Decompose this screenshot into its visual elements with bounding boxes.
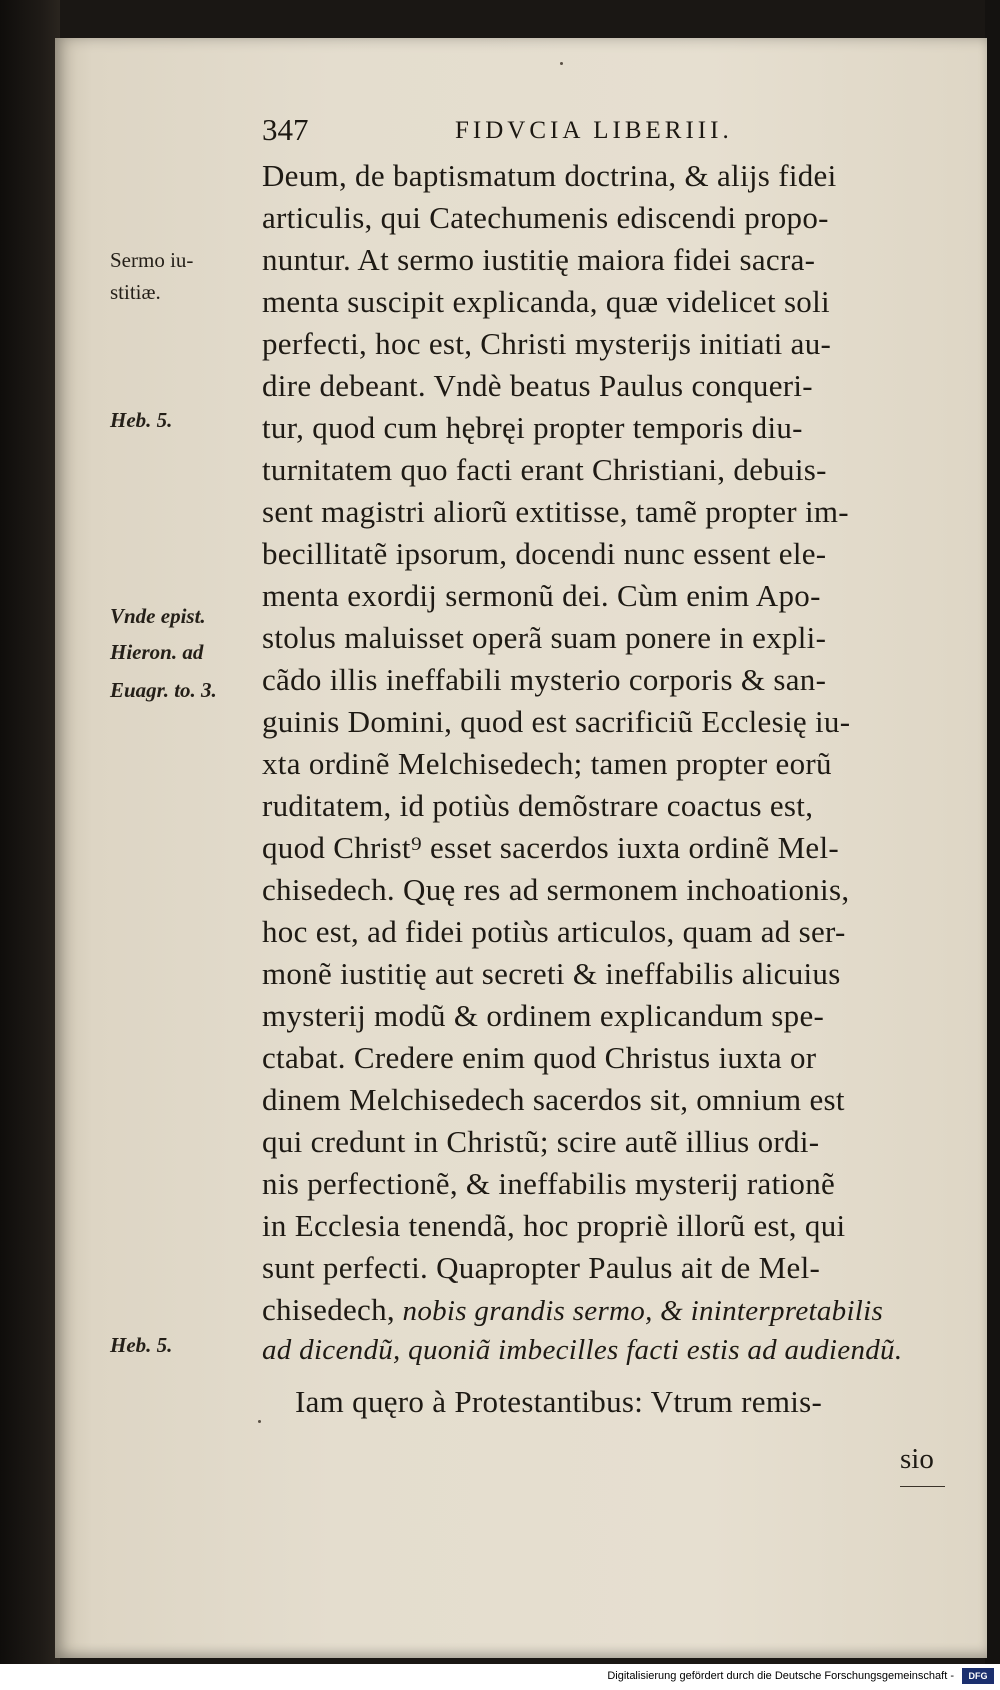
catchword-rule xyxy=(900,1486,945,1487)
text-line-with-quote xyxy=(262,1292,883,1334)
text-line: stolus maluisset operã suam ponere in expli- xyxy=(262,620,827,655)
text-line: dinem Melchisedech sacerdos sit, omnium est xyxy=(262,1082,845,1117)
text-line: menta suscipit explicanda, quæ videlicet soli xyxy=(262,284,830,319)
text-line: articulis, qui Catechumenis ediscendi propo- xyxy=(262,200,829,235)
italic-quote-line: ad dicendũ, quoniã imbecilles facti estis ad audiendũ. xyxy=(262,1334,903,1366)
text-line: nis perfectionẽ, & ineffabilis mysterij rationẽ xyxy=(262,1166,836,1201)
text-line: sent magistri aliorũ extitisse, tamẽ propter im- xyxy=(262,494,849,529)
text-line: cãdo illis ineffabili mysterio corporis & san- xyxy=(262,662,827,697)
right-scan-border xyxy=(985,0,1000,1690)
text-line: sunt perfecti. Quapropter Paulus ait de Mel- xyxy=(262,1250,821,1285)
text-line: quod Christ⁹ esset sacerdos iuxta ordinẽ Mel- xyxy=(262,830,840,865)
margin-note-heb: Heb. 5. xyxy=(110,408,173,432)
text-line: ruditatem, id potiùs demõstrare coactus est, xyxy=(262,788,814,823)
text-line: perfecti, hoc est, Christi mysterijs initiati au- xyxy=(262,326,832,361)
margin-note-sermo-cont: stitiæ. xyxy=(110,280,161,304)
left-scan-border xyxy=(0,0,60,1690)
margin-note-euagr: Euagr. to. 3. xyxy=(110,678,217,702)
text-line: chisedech. Quę res ad sermonem inchoationis, xyxy=(262,872,850,907)
paper-speck xyxy=(560,62,563,65)
dfg-logo: DFG xyxy=(962,1668,994,1684)
margin-note-hieron: Hieron. ad xyxy=(110,640,204,664)
text-line: monẽ iustitię aut secreti & ineffabilis alicuius xyxy=(262,956,841,991)
text-line: in Ecclesia tenendã, hoc propriè illorũ est, qui xyxy=(262,1208,846,1243)
digitization-credit: Digitalisierung gefördert durch die Deutsche Forschungsgemeinschaft - xyxy=(607,1670,954,1682)
margin-note-heb-2: Heb. 5. xyxy=(110,1333,173,1357)
text-line: hoc est, ad fidei potiùs articulos, quam ad ser- xyxy=(262,914,846,949)
text-line: qui credunt in Christũ; scire autẽ illius ordi- xyxy=(262,1124,820,1159)
text-line: xta ordinẽ Melchisedech; tamen propter eorũ xyxy=(262,746,832,781)
text-line: guinis Domini, quod est sacrificiũ Ecclesię iu- xyxy=(262,704,851,739)
page-number: 347 xyxy=(262,112,309,147)
text-line: dire debeant. Vndè beatus Paulus conqueri- xyxy=(262,368,813,403)
catchword: sio xyxy=(900,1443,934,1475)
italic-quote-start: nobis grandis sermo, & ininterpretabilis xyxy=(394,1295,884,1327)
text-line: menta exordij sermonũ dei. Cùm enim Apo- xyxy=(262,578,821,613)
new-paragraph-line: Iam quęro à Protestantibus: Vtrum remis- xyxy=(295,1384,823,1419)
text-line-start: chisedech, xyxy=(262,1292,395,1327)
text-line: Deum, de baptismatum doctrina, & alijs fidei xyxy=(262,158,837,193)
running-head: FIDVCIA LIBERIII. xyxy=(455,117,733,144)
margin-note-vnde: Vnde epist. xyxy=(110,604,206,628)
text-line: mysterij modũ & ordinem explicandum spe- xyxy=(262,998,825,1033)
text-line: tur, quod cum hębręi propter temporis diu- xyxy=(262,410,803,445)
text-line: ctabat. Credere enim quod Christus iuxta or xyxy=(262,1040,817,1075)
text-line: turnitatem quo facti erant Christiani, debuis- xyxy=(262,452,827,487)
paper-speck xyxy=(258,1420,261,1423)
text-line: becillitatẽ ipsorum, docendi nunc essent ele- xyxy=(262,536,827,571)
text-line: nuntur. At sermo iustitię maiora fidei sacra- xyxy=(262,242,816,277)
margin-note-sermo: Sermo iu- xyxy=(110,248,194,272)
